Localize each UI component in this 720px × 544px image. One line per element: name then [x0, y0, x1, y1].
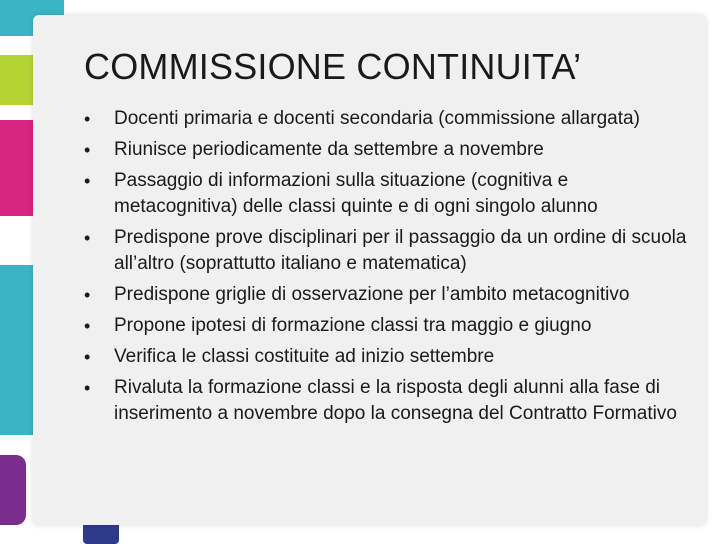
bullet-item: • Riunisce periodicamente da settembre a novembre	[84, 137, 694, 163]
deco-bar-purple	[0, 455, 26, 525]
bullet-item: • Passaggio di informazioni sulla situazione (cognitiva e metacognitiva) delle classi quinte e di ogni singolo alunno	[84, 168, 694, 220]
bullet-item: • Rivaluta la formazione classi e la risposta degli alunni alla fase di inserimento a novembre dopo la consegna del Contratto Formativo	[84, 375, 694, 427]
bullet-item: • Verifica le classi costituite ad inizio settembre	[84, 344, 694, 370]
bullet-item: • Predispone prove disciplinari per il passaggio da un ordine di scuola all’altro (soprattutto italiano e matematica)	[84, 225, 694, 277]
slide-title: COMMISSIONE CONTINUITA’	[84, 46, 582, 87]
bullet-item: • Docenti primaria e docenti secondaria (commissione allargata)	[84, 106, 694, 132]
bullet-item: • Predispone griglie di osservazione per l’ambito metacognitivo	[84, 282, 694, 308]
bullet-item: • Propone ipotesi di formazione classi tra maggio e giugno	[84, 313, 694, 339]
bullet-list	[84, 106, 694, 432]
